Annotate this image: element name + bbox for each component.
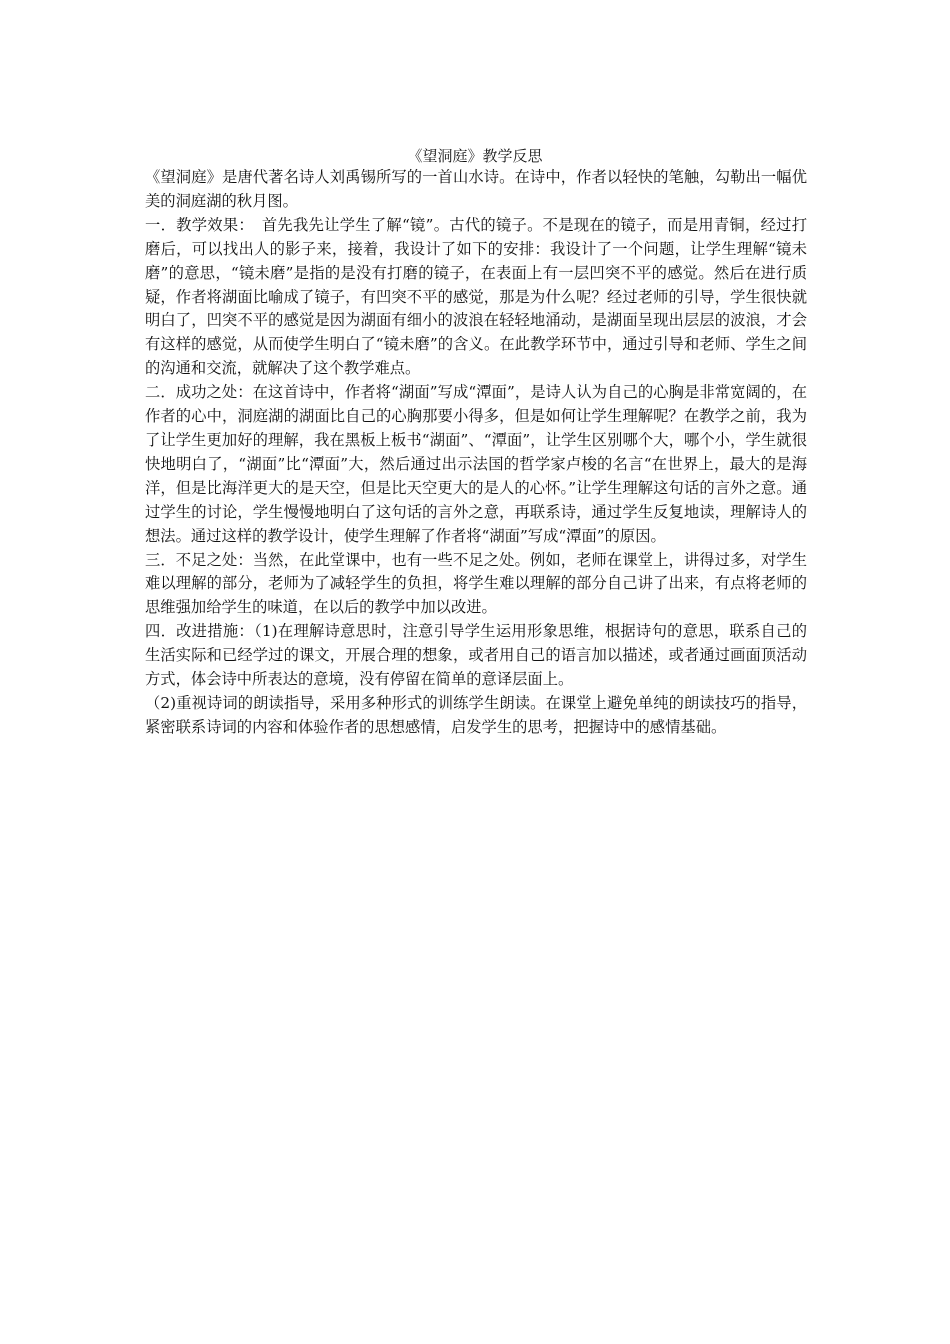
section-improvements: 四．改进措施：（1)在理解诗意思时，注意引导学生运用形象思维，根据诗句的意思，联系自己的生活实际和已经学过的课文，开展合理的想象，或者用自己的语言加以描述，或者通过画面顶活动方式，体会诗中所表达的意境，没有停留在简单的意译层面上。 (145, 622, 807, 689)
section-improvements-point-2: （2)重视诗词的朗读指导，采用多种形式的训练学生朗读。在课堂上避免单纯的朗读技巧的指导，紧密联系诗词的内容和体验作者的思想感情，启发学生的思考，把握诗中的感情基础。 (145, 693, 807, 736)
document-body (145, 166, 807, 740)
section-shortcomings: 三．不足之处：当然，在此堂课中，也有一些不足之处。例如，老师在课堂上，讲得过多，对学生难以理解的部分，老师为了减轻学生的负担，将学生难以理解的部分自己讲了出来，有点将老师的思维强加给学生的味道，在以后的教学中加以改进。 (145, 550, 807, 617)
document-title: 《望洞庭》教学反思 (407, 147, 543, 165)
section-teaching-effect: 一．教学效果： 首先我先让学生了解“镜”。古代的镜子。不是现在的镜子，而是用青铜，经过打磨后，可以找出人的影子来，接着，我设计了如下的安排：我设计了一个问题，让学生理解“镜未磨”的意思，“镜未磨”是指的是没有打磨的镜子，在表面上有一层凹突不平的感觉。然后在进行质疑，作者将湖面比喻成了镜子，有凹突不平的感觉，那是为什么呢？经过老师的引导，学生很快就明白了，凹突不平的感觉是因为湖面有细小的波浪在轻轻地涌动，是湖面呈现出层层的波浪，才会有这样的感觉，从而使学生明白了“镜未磨”的含义。在此教学环节中，通过引导和老师、学生之间的沟通和交流，就解决了这个教学难点。 (145, 215, 807, 378)
section-successes: 二．成功之处：在这首诗中，作者将“湖面”写成“潭面”，是诗人认为自己的心胸是非常宽阔的，在作者的心中，洞庭湖的湖面比自己的心胸那要小得多，但是如何让学生理解呢？在教学之前，我为了让学生更加好的理解，我在黑板上板书“湖面”、“潭面”，让学生区别哪个大，哪个小，学生就很快地明白了，“湖面”比“潭面”大，然后通过出示法国的哲学家卢梭的名言“在世界上，最大的是海洋，但是比海洋更大的是天空，但是比天空更大的是人的心怀。”让学生理解这句话的言外之意。通过学生的讨论，学生慢慢地明白了这句话的言外之意，再联系诗，通过学生反复地读，理解诗人的想法。通过这样的教学设计，使学生理解了作者将“湖面”写成“潭面”的原因。 (145, 383, 807, 545)
intro-paragraph: 《望洞庭》是唐代著名诗人刘禹锡所写的一首山水诗。在诗中，作者以轻快的笔触，勾勒出一幅优美的洞庭湖的秋月图。 (145, 168, 807, 210)
